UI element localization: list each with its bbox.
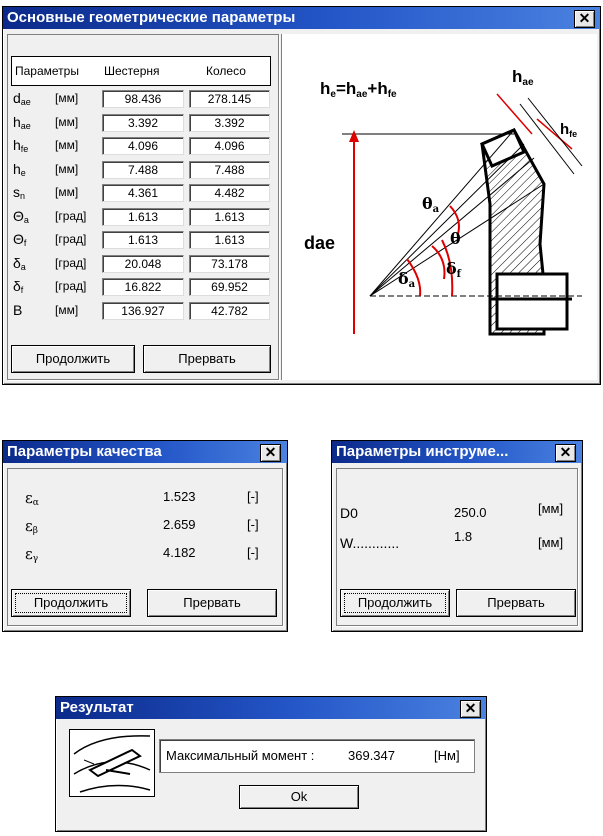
- gear-value-field[interactable]: 278.145: [189, 90, 270, 108]
- result-window: [55, 696, 487, 832]
- diagram-delta-a-label: δa: [398, 269, 416, 290]
- param-symbol-main: Θ: [13, 207, 24, 224]
- param-symbol: [13, 231, 26, 248]
- geom-param-row: [3, 114, 283, 134]
- gear-value-field[interactable]: 42.782: [189, 302, 270, 320]
- tool-param-value: 250.0: [454, 505, 487, 520]
- diagram-theta-label: θ: [450, 229, 461, 248]
- geom-header-row: [11, 56, 271, 86]
- quality-abort-button[interactable]: Прервать: [147, 589, 277, 617]
- geom-close-icon[interactable]: ✕: [574, 10, 595, 28]
- result-value: 369.347: [348, 748, 395, 763]
- result-ok-button[interactable]: Ok: [239, 785, 359, 809]
- pinion-value-field[interactable]: 4.361: [102, 184, 184, 202]
- pinion-value-field[interactable]: 3.392: [102, 114, 184, 132]
- quality-symbol-sub: α: [32, 498, 39, 508]
- param-symbol-main: d: [13, 90, 21, 106]
- tool-param-unit: [мм]: [538, 501, 564, 516]
- param-symbol: [13, 302, 22, 319]
- diagram-dae-label: dae: [304, 233, 336, 253]
- gear-value-field[interactable]: 7.488: [189, 161, 270, 179]
- diagram-formula: he=hae+hfe: [320, 79, 397, 100]
- result-close-icon[interactable]: ✕: [460, 700, 481, 718]
- param-symbol: [13, 137, 28, 154]
- param-symbol: [13, 184, 25, 201]
- quality-window: [2, 440, 288, 632]
- tool-window: [331, 440, 583, 632]
- quality-unit: [-]: [247, 545, 259, 560]
- param-symbol-main: δ: [13, 254, 21, 271]
- param-symbol-main: δ: [13, 278, 21, 294]
- header-pinion: Шестерня: [104, 64, 160, 78]
- param-unit: [град]: [55, 279, 87, 293]
- quality-symbol: [25, 517, 38, 536]
- diagram-hae-label: hae: [512, 67, 534, 88]
- quality-symbol: [25, 545, 38, 564]
- quality-unit: [-]: [247, 517, 259, 532]
- tool-param-row: [332, 529, 582, 557]
- diagram-theta-a-label: θa: [422, 194, 440, 215]
- param-symbol-main: h: [13, 113, 21, 130]
- pinion-value-field[interactable]: 98.436: [102, 90, 184, 108]
- gear-value-field[interactable]: 4.096: [189, 137, 270, 155]
- pinion-value-field[interactable]: 7.488: [102, 161, 184, 179]
- param-symbol: [13, 90, 31, 107]
- param-symbol-main: B: [13, 301, 23, 318]
- wrench-sketch-icon: [70, 730, 154, 796]
- bevel-gear-diagram: [282, 34, 597, 380]
- param-unit: [град]: [55, 232, 87, 246]
- quality-title: Параметры качества: [3, 441, 287, 463]
- quality-symbol: [25, 489, 39, 508]
- gear-value-field[interactable]: 1.613: [189, 208, 270, 226]
- param-symbol-sub: ae: [20, 97, 31, 107]
- geom-param-row: [3, 137, 283, 157]
- param-symbol: [13, 255, 26, 272]
- result-title: Результат: [56, 697, 486, 719]
- gear-value-field[interactable]: 3.392: [189, 114, 270, 132]
- tool-title: Параметры инструме...: [332, 441, 582, 463]
- tool-param-row: [332, 501, 582, 523]
- tool-param-value: 1.8: [454, 529, 473, 544]
- header-gear: Колесо: [206, 64, 246, 78]
- param-unit: [мм]: [55, 185, 79, 199]
- geom-continue-button[interactable]: Продолжить: [11, 345, 135, 373]
- geom-param-row: [3, 278, 283, 298]
- header-params: Параметры: [15, 64, 79, 78]
- param-unit: [мм]: [55, 302, 79, 317]
- geom-param-row: [3, 184, 283, 204]
- tool-param-label: D0: [340, 505, 358, 521]
- result-image: [69, 729, 155, 797]
- pinion-value-field[interactable]: 1.613: [102, 231, 184, 249]
- geom-diagram-panel: [281, 34, 597, 380]
- quality-value: 4.182: [163, 545, 196, 560]
- quality-close-icon[interactable]: ✕: [260, 444, 281, 462]
- param-unit: [мм]: [55, 91, 79, 105]
- param-symbol: [13, 278, 23, 295]
- quality-value: 2.659: [163, 517, 196, 532]
- param-symbol-main: Θ: [13, 231, 24, 247]
- quality-unit: [-]: [247, 489, 259, 504]
- param-symbol: [13, 161, 26, 178]
- param-symbol-sub: f: [20, 285, 24, 295]
- pinion-value-field[interactable]: 1.613: [102, 208, 184, 226]
- quality-symbol-main: ε: [25, 489, 33, 507]
- geom-param-row: [3, 161, 283, 181]
- tool-continue-button[interactable]: Продолжить: [340, 589, 450, 617]
- diagram-delta-f-label: δf: [446, 259, 461, 280]
- param-unit: [мм]: [55, 161, 79, 176]
- quality-value: 1.523: [163, 489, 196, 504]
- pinion-value-field[interactable]: 20.048: [102, 255, 184, 273]
- geom-param-row: [3, 231, 283, 251]
- gear-value-field[interactable]: 73.178: [189, 255, 270, 273]
- pinion-value-field[interactable]: 4.096: [102, 137, 184, 155]
- geom-window: [2, 6, 601, 385]
- quality-symbol-sub: β: [32, 526, 38, 536]
- geom-param-row: [3, 255, 283, 275]
- quality-param-row: [3, 517, 283, 539]
- result-unit: [Нм]: [434, 748, 460, 763]
- param-symbol-sub: e: [20, 167, 26, 178]
- tool-param-label: W............: [340, 535, 400, 551]
- quality-symbol-main: ε: [25, 517, 33, 535]
- result-output-frame: [159, 739, 475, 773]
- geom-param-row: [3, 90, 283, 110]
- param-symbol-sub: a: [20, 261, 26, 272]
- param-unit: [мм]: [55, 114, 79, 129]
- param-symbol-main: h: [13, 160, 21, 177]
- param-symbol-sub: fe: [20, 144, 29, 154]
- param-symbol-sub: a: [23, 214, 29, 225]
- param-symbol: [13, 208, 29, 225]
- geom-abort-button[interactable]: Прервать: [143, 345, 271, 373]
- quality-param-row: [3, 489, 283, 511]
- diagram-hfe-label: $h_{fe}$: [560, 121, 578, 139]
- quality-symbol-sub: γ: [32, 554, 39, 564]
- param-symbol-sub: ae: [20, 120, 31, 131]
- param-symbol-sub: f: [23, 238, 27, 248]
- quality-symbol-main: ε: [25, 545, 33, 563]
- geom-param-row: [3, 302, 283, 322]
- geom-title: Основные геометрические параметры: [3, 7, 600, 29]
- pinion-value-field[interactable]: 16.822: [102, 278, 184, 296]
- param-symbol-main: s: [13, 184, 20, 200]
- tool-close-icon[interactable]: ✕: [555, 444, 576, 462]
- param-symbol: [13, 114, 31, 131]
- param-unit: [мм]: [55, 138, 79, 152]
- pinion-value-field[interactable]: 136.927: [102, 302, 184, 320]
- param-symbol-sub: n: [20, 191, 26, 201]
- param-unit: [град]: [55, 255, 87, 270]
- result-label: Максимальный момент :: [166, 748, 315, 763]
- gear-value-field[interactable]: 1.613: [189, 231, 270, 249]
- gear-value-field[interactable]: 4.482: [189, 184, 270, 202]
- tool-abort-button[interactable]: Прервать: [456, 589, 576, 617]
- gear-value-field[interactable]: 69.952: [189, 278, 270, 296]
- geom-param-row: [3, 208, 283, 228]
- tool-param-unit: [мм]: [538, 535, 564, 550]
- param-unit: [град]: [55, 208, 87, 223]
- quality-continue-button[interactable]: Продолжить: [11, 589, 131, 617]
- quality-param-row: [3, 545, 283, 567]
- param-symbol-main: h: [13, 137, 21, 153]
